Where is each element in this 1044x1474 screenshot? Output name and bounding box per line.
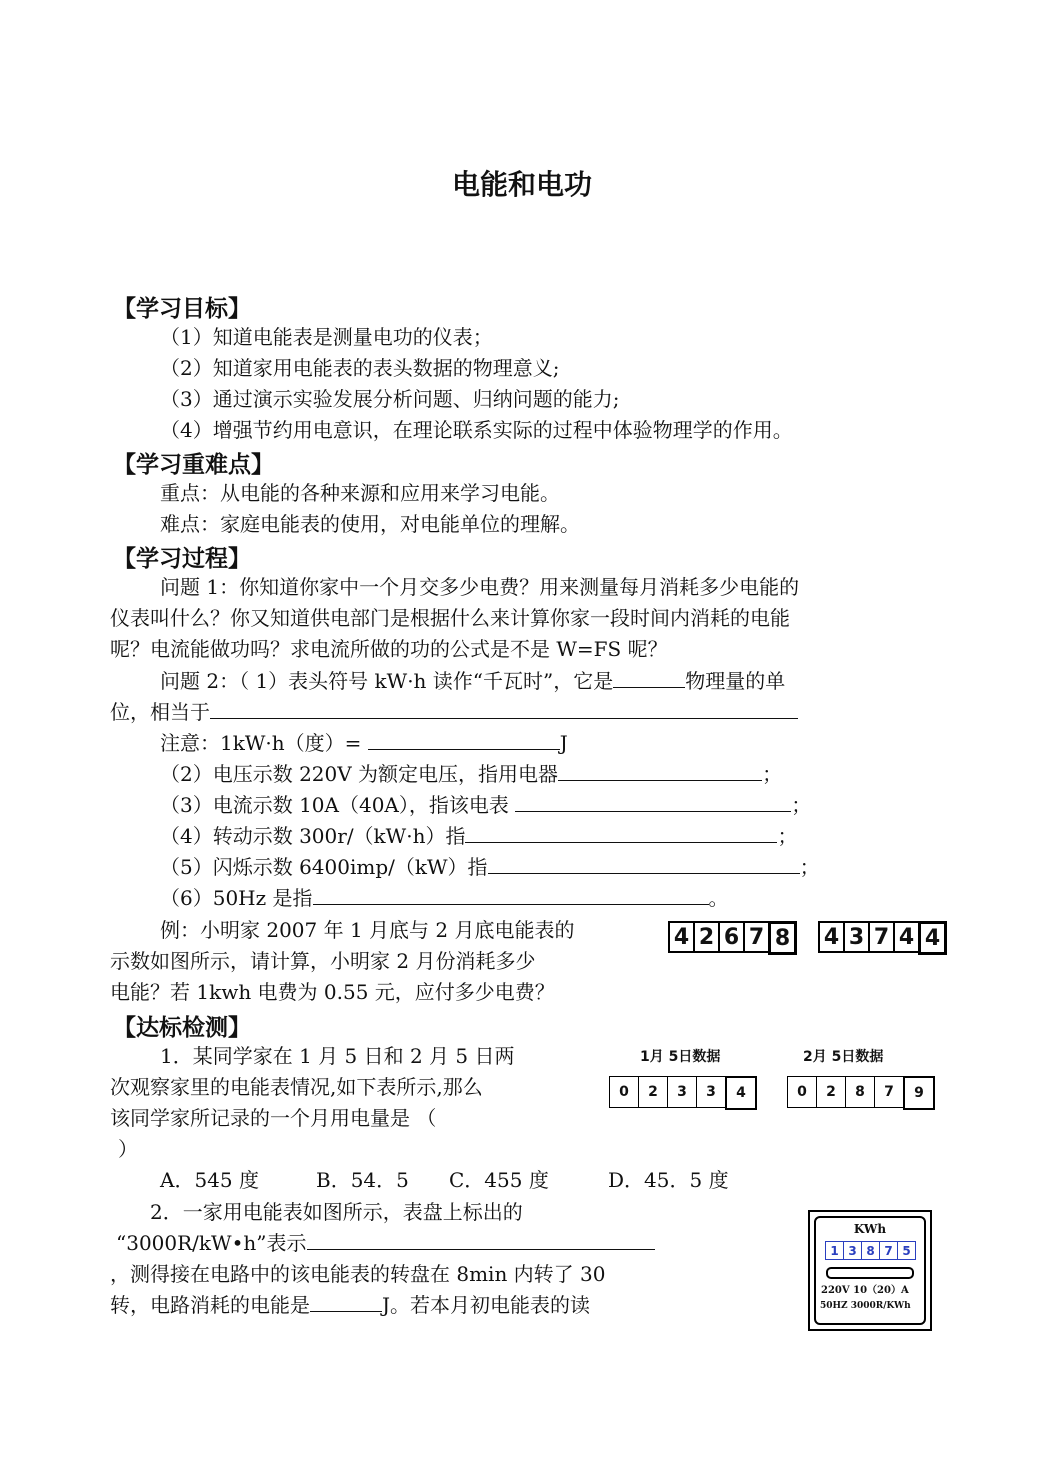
kwh-digits: [826, 1241, 916, 1260]
meter-feb: [820, 921, 947, 955]
note-text: 注意：1kW·h（度）=: [160, 731, 368, 755]
blank-joules[interactable]: [368, 729, 560, 750]
t1-line-2: 次观察家里的电能表情况,如下表所示,那么: [110, 1075, 483, 1099]
t2-line-1: 2．一家用电能表如图所示，表盘上标出的: [150, 1200, 523, 1224]
kwh-digit: 5: [897, 1241, 916, 1260]
note-unit: J: [559, 731, 568, 755]
t1-meter-jan-digit: 4: [725, 1076, 757, 1110]
blank-item-5[interactable]: [488, 853, 800, 874]
meter-jan-digit: 6: [718, 921, 745, 953]
goal-1: （1）知道电能表是测量电功的仪表；: [160, 325, 493, 349]
key-heading: 【学习重难点】: [113, 452, 274, 478]
test-heading: 【达标检测】: [113, 1015, 251, 1041]
kwh-rotor-disk: [826, 1267, 914, 1279]
t1-meter-jan-digit: 0: [609, 1076, 639, 1108]
t1-meter-jan-digit: 3: [696, 1076, 726, 1108]
t2-text-e: J。若本月初电能表的读: [382, 1293, 591, 1317]
q1-line-3: 呢？电流能做功吗？求电流所做的功的公式是不是 W=FS 呢？: [110, 637, 668, 661]
q1-line-1: 问题 1：你知道你家中一个月交多少电费？用来测量每月消耗多少电能的: [160, 575, 800, 599]
meter-feb-digit: 3: [843, 921, 870, 953]
blank-t2-meaning[interactable]: [307, 1229, 655, 1250]
item-4-text: （4）转动示数 300r/（kW·h）指: [160, 824, 466, 848]
item-3: [160, 790, 811, 821]
kwh-unit-label: KWh: [853, 1222, 887, 1236]
q2-text-a: 问题 2：（ 1）表头符号 kW·h 读作“千瓦时”，它是: [160, 669, 614, 693]
item-6-text: （6）50Hz 是指: [160, 886, 313, 910]
t1-meter-feb-digit: 9: [903, 1076, 935, 1110]
blank-quantity[interactable]: [613, 667, 685, 688]
item-5-text: （5）闪烁示数 6400imp/（kW）指: [160, 855, 488, 879]
kwh-spec-1: 220V 10（20）A: [821, 1285, 909, 1296]
item-5-end: ；: [799, 855, 820, 879]
blank-equivalent[interactable]: [210, 698, 798, 719]
meter-jan-digit: 2: [693, 921, 720, 953]
item-3-end: ；: [791, 793, 812, 817]
page-title: 电能和电功: [451, 168, 592, 201]
meter-jan-digit: 8: [768, 921, 797, 955]
q1-line-2: 仪表叫什么？你又知道供电部门是根据什么来计算你家一段时间内消耗的电能: [110, 606, 790, 630]
t1-meter-feb: [788, 1076, 935, 1110]
meter-feb-digit: 7: [868, 921, 895, 953]
t2-text-d: 转，电路消耗的电能是: [110, 1293, 310, 1317]
t1-meter-feb-digit: 0: [787, 1076, 817, 1108]
t1-line-1: 1．某同学家在 1 月 5 日和 2 月 5 日两: [160, 1044, 515, 1068]
t1-meter-feb-digit: 2: [816, 1076, 846, 1108]
item-4-end: ；: [777, 824, 798, 848]
t2-line-2: [116, 1228, 655, 1259]
t1-option-d[interactable]: D．45．5 度: [608, 1168, 729, 1192]
t1-option-b[interactable]: B．54．5: [316, 1168, 409, 1192]
kwh-spec-2: 50HZ 3000R/KWh: [820, 1301, 911, 1311]
key-point-2: 难点：家庭电能表的使用，对电能单位的理解。: [160, 512, 580, 536]
t1-option-a[interactable]: A．545 度: [160, 1168, 259, 1192]
item-2: [160, 759, 782, 790]
t1-meter-jan: [610, 1076, 757, 1110]
kwh-digit: 7: [879, 1241, 898, 1260]
goal-2: （2）知道家用电能表的表头数据的物理意义;: [160, 356, 560, 380]
example-line-1: 例：小明家 2007 年 1 月底与 2 月底电能表的: [160, 918, 575, 942]
t1-meter-feb-digit: 8: [845, 1076, 875, 1108]
t2-line-4: [110, 1290, 590, 1321]
meter-feb-digit: 4: [918, 921, 947, 955]
t1-meter-feb-digit: 7: [874, 1076, 904, 1108]
item-6: [160, 883, 729, 914]
example-line-2: 示数如图所示，请计算，小明家 2 月份消耗多少: [110, 949, 536, 973]
goal-3: （3）通过演示实验发展分析问题、归纳问题的能力;: [160, 387, 620, 411]
item-2-text: （2）电压示数 220V 为额定电压，指用电器: [160, 762, 559, 786]
process-heading: 【学习过程】: [113, 546, 251, 572]
blank-item-4[interactable]: [465, 822, 777, 843]
key-point-1: 重点：从电能的各种来源和应用来学习电能。: [160, 481, 560, 505]
q2-line-2: [110, 697, 798, 728]
t1-line-3: 该同学家所记录的一个月用电量是 （: [110, 1106, 437, 1130]
kwh-meter-figure: [808, 1210, 932, 1331]
meter-jan-digit: 4: [668, 921, 695, 953]
t1-label-feb: 2月 5日数据: [803, 1049, 884, 1065]
item-3-text: （3）电流示数 10A（40A），指该电表: [160, 793, 516, 817]
t2-text-b: “3000R/kW•h”表示: [116, 1231, 307, 1255]
t1-option-c[interactable]: C．455 度: [449, 1168, 549, 1192]
kwh-digit: 3: [843, 1241, 862, 1260]
t1-meter-jan-digit: 2: [638, 1076, 668, 1108]
item-6-end: 。: [708, 886, 729, 910]
meter-feb-digit: 4: [818, 921, 845, 953]
example-line-3: 电能？若 1kwh 电费为 0.55 元，应付多少电费？: [110, 980, 555, 1004]
note-line: [160, 728, 568, 759]
meter-jan-digit: 7: [743, 921, 770, 953]
kwh-digit: 1: [825, 1241, 844, 1260]
t1-meter-jan-digit: 3: [667, 1076, 697, 1108]
meter-jan: [670, 921, 797, 955]
blank-item-3[interactable]: [515, 791, 791, 812]
blank-item-6[interactable]: [313, 884, 709, 905]
kwh-meter-face: [814, 1216, 926, 1325]
meter-feb-digit: 4: [893, 921, 920, 953]
q2-line-1: [160, 666, 785, 697]
goals-heading: 【学习目标】: [113, 296, 251, 322]
q2-text-c: 位，相当于: [110, 700, 210, 724]
blank-t2-energy[interactable]: [310, 1291, 382, 1312]
blank-item-2[interactable]: [558, 760, 762, 781]
q2-text-b: 物理量的单: [685, 669, 786, 693]
goal-4: （4）增强节约用电意识，在理论联系实际的过程中体验物理学的作用。: [160, 418, 793, 442]
t1-label-jan: 1月 5日数据: [640, 1049, 721, 1065]
kwh-digit: 8: [861, 1241, 880, 1260]
item-4: [160, 821, 797, 852]
item-2-end: ；: [762, 762, 783, 786]
item-5: [160, 852, 820, 883]
t1-line-4: ）: [118, 1137, 138, 1161]
t2-line-3: ，测得接在电路中的该电能表的转盘在 8min 内转了 30: [110, 1262, 606, 1286]
